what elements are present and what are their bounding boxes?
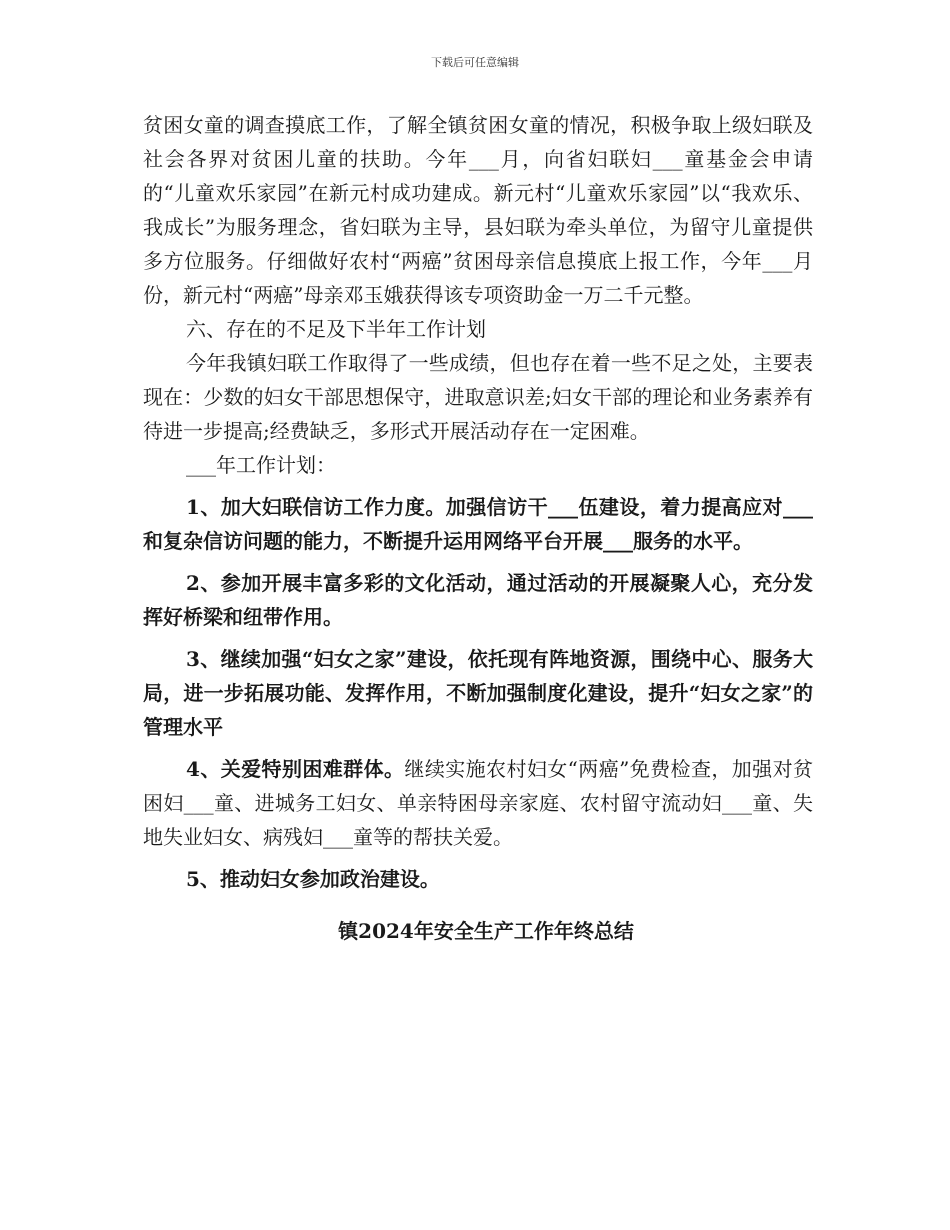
plan-item-4 <box>143 752 813 854</box>
plan-item-4-body: 继续实施农村妇女“两癌”免费检查，加强对贫困妇___童、进城务工妇女、单亲特困母亲家庭、农村留守流动妇___童、失地失业妇女、病残妇___童等的帮扶关爱。 <box>143 757 814 849</box>
section-heading-shortfalls: 六、存在的不足及下半年工作计划 <box>186 317 486 341</box>
plan-item-1: 1、加大妇联信访工作力度。加强信访干___伍建设，着力提高应对___和复杂信访问题的能力，不断提升运用网络平台开展___服务的水平。 <box>143 495 813 553</box>
plan-item-3: 3、继续加强“妇女之家”建设，依托现有阵地资源，围绕中心、服务大局，进一步拓展功能、发挥作用，不断加强制度化建设，提升“妇女之家”的管理水平 <box>143 647 813 739</box>
page-header: 下载后可任意编辑 <box>431 56 519 69</box>
plan-item-5: 5、推动妇女参加政治建设。 <box>186 867 440 891</box>
work-plan-heading: ___年工作计划： <box>186 453 336 477</box>
document-body <box>143 108 813 948</box>
next-document-title: 镇2024年安全生产工作年终总结 <box>338 919 634 943</box>
paragraph-intro: 贫困女童的调查摸底工作，了解全镇贫困女童的情况，积极争取上级妇联及社会各界对贫困儿童的扶助。今年___月，向省妇联妇___童基金会申请的“儿童欢乐家园”在新元村成功建成。新元村“儿童欢乐家园”以“我欢乐、我成长”为服务理念，省妇联为主导，县妇联为牵头单位，为留守儿童提供多方位服务。仔细做好农村“两癌”贫困母亲信息摸底上报工作，今年___月份，新元村“两癌”母亲邓玉娥获得该专项资助金一万二千元整。 <box>143 113 813 307</box>
plan-item-2: 2、参加开展丰富多彩的文化活动，通过活动的开展凝聚人心，充分发挥好桥梁和纽带作用。 <box>143 571 813 629</box>
plan-item-4-lead: 4、关爱特别困难群体。 <box>186 757 405 781</box>
paragraph-shortfalls: 今年我镇妇联工作取得了一些成绩，但也存在着一些不足之处，主要表现在：少数的妇女干部思想保守，进取意识差;妇女干部的理论和业务素养有待进一步提高;经费缺乏，多形式开展活动存在一定困难。 <box>143 351 813 443</box>
